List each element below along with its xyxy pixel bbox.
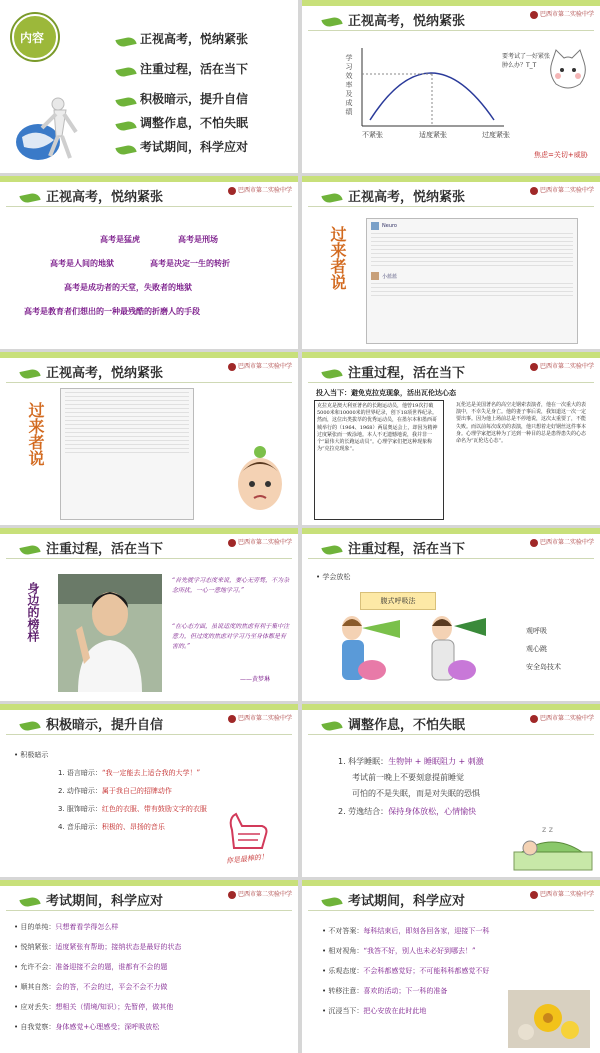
slide-title: 调整作息，不怕失眠	[348, 718, 466, 733]
forum-user: Neuro	[382, 223, 397, 229]
slide-relaxation[interactable]	[302, 528, 600, 701]
title-bar	[302, 704, 600, 710]
school-name: 巴西市第二实验中学	[540, 187, 595, 194]
slide-exam-coping-1[interactable]	[0, 880, 298, 1053]
slide-title: 注重过程，活在当下	[46, 542, 164, 557]
school-logo	[530, 889, 594, 899]
slide-role-model[interactable]	[0, 528, 298, 701]
coping-2: • 相对视角：“我答不好，别人也未必好到哪去！”	[322, 947, 476, 955]
slide-title: 考试期间，科学应对	[348, 894, 466, 909]
school-logo	[228, 185, 292, 195]
school-name: 巴西市第二实验中学	[238, 715, 293, 722]
x-label-low: 不紧张	[362, 131, 383, 139]
school-seal-icon	[228, 187, 236, 195]
coping-value: 每科结束后，即刻各回各家，迎接下一科	[363, 927, 490, 935]
divider	[308, 206, 594, 207]
contents-badge-label: 内容	[20, 31, 45, 45]
technique-2: 观心跳	[526, 645, 547, 653]
coping-6: • 自我觉察：身体感觉+心理感受；深呼吸放松	[14, 1023, 160, 1031]
suggestion-key: 1. 语言暗示：	[58, 769, 102, 777]
side-caption: 过来者说	[328, 226, 347, 290]
divider	[308, 910, 594, 911]
sleep-value: 生物钟 + 睡眠阻力 + 刺激	[388, 757, 484, 766]
leaf-icon	[19, 720, 40, 732]
divider	[6, 910, 292, 911]
technique-3: 安全岛技术	[526, 663, 561, 671]
school-logo	[228, 713, 292, 723]
school-name: 巴西市第二实验中学	[238, 539, 293, 546]
x-label-mid: 适度紧张	[419, 131, 447, 139]
y-axis-label: 学习效率及成绩	[345, 54, 353, 117]
school-seal-icon	[530, 363, 538, 371]
school-logo	[530, 9, 594, 19]
clark-story: 克拉克是澳大利亚著名的长跑运动员，他曾19次打破5000米和10000米的世界纪录，创下18项世界纪录。然而，这位出类拔萃的优秀运动员，在墨尔本和墨西哥城举行的（1964、1968）两届奥运会上，却因为精神过度紧张而一败涂地。本人不无遗憾地说，我并非一个“最伟大的长跑运动员”。心理学家们把这种现象称为“克拉克现象”。	[314, 400, 444, 520]
coping-key: 沉浸当下：	[328, 1007, 364, 1015]
slide-title: 积极暗示，提升自信	[46, 718, 164, 733]
metaphor-1: 高考是猛虎	[100, 234, 140, 244]
sleep-key: 1. 科学睡眠：	[338, 757, 389, 766]
method-banner: 腹式呼吸法	[360, 592, 436, 610]
coping-key: 不对答案：	[328, 927, 364, 935]
coping-value: 身体感觉+心理感受；深呼吸放松	[55, 1023, 160, 1031]
quote-anxiety: “在心态方面，虽说适度的焦虑有利于集中注意力，但过度的焦虑对学习乃至身体都是有害的。”	[172, 623, 290, 650]
slide-gaokao-metaphors[interactable]	[0, 176, 298, 349]
sleep-line-4	[338, 806, 476, 817]
sleep-line-3: 可怕的不是失眠，而是对失眠的恐惧	[352, 789, 480, 798]
sleeping-person-icon	[512, 822, 594, 874]
title-bar	[302, 880, 600, 886]
divider	[6, 206, 292, 207]
divider	[6, 382, 292, 383]
suggestion-key: 2. 动作暗示：	[58, 787, 102, 795]
sleep-key: 2. 劳逸结合：	[338, 807, 389, 816]
coping-value: 想相关（情境/知识）；先暂停，做其他	[55, 1003, 174, 1011]
student-photo	[58, 574, 162, 692]
coping-key: 应对丢失：	[20, 1003, 56, 1011]
leaf-icon	[321, 720, 342, 732]
suggestion-2	[58, 786, 172, 796]
school-logo	[530, 361, 594, 371]
sub-heading: • 学会放松	[316, 573, 351, 581]
slide-clark-wallenda[interactable]	[302, 352, 600, 525]
leaf-icon	[115, 120, 136, 132]
school-name: 巴西市第二实验中学	[238, 187, 293, 194]
speech-bubble: 要考试了一好紧张肿么办？T_T	[502, 53, 551, 69]
school-logo	[228, 537, 292, 547]
forum-user: 小蓝蓝	[382, 273, 398, 280]
anxiety-formula: 焦虑=关切+威胁	[534, 151, 588, 159]
coping-5: • 沉浸当下：把心安放在此时此地	[322, 1007, 427, 1015]
school-seal-icon	[530, 11, 538, 19]
wallenda-story: 瓦伦达是美国著名的高空走钢索表演者，他在一次重大的表演中，不幸失足身亡。他的妻子事后说，我知道这一次一定要出事。因为他上场前总是不停地说，这次太重要了，不能失败。而以前每次成功的表演，他只想着走好钢丝这件事本身。心理学家把这种为了达到一种目的总是患得患失的心态命名为“瓦伦达心态”。	[456, 402, 587, 445]
title-bar	[0, 528, 298, 534]
svg-text:z z: z z	[542, 825, 553, 834]
title-bar	[0, 880, 298, 886]
coping-3: • 允许不会：准备迎接不会的题，谁都有不会的题	[14, 963, 168, 971]
school-seal-icon	[228, 891, 236, 899]
title-bar	[0, 176, 298, 182]
child-with-apple-icon	[232, 444, 288, 514]
suggestion-key: 4. 音乐暗示：	[58, 823, 102, 831]
coping-4: • 顺其自然：会的答，不会的过，平会不会不力做	[14, 983, 168, 991]
metaphor-5: 高考是成功者的天堂，失败者的地狱	[64, 282, 192, 292]
contents-item-5[interactable]: 考试期间，科学应对	[140, 140, 249, 154]
metaphor-3: 高考是人间的地狱	[50, 258, 114, 268]
divider	[308, 734, 594, 735]
divider	[6, 558, 292, 559]
leaf-icon	[19, 192, 40, 204]
globe-figure-icon	[8, 92, 86, 164]
title-bar	[0, 352, 298, 358]
divider	[308, 30, 594, 31]
efficiency-curve	[370, 73, 494, 120]
suggestion-value: 属于我自己的招牌动作	[101, 787, 172, 795]
school-seal-icon	[530, 891, 538, 899]
leaf-icon	[19, 896, 40, 908]
forum-screenshot	[60, 388, 194, 520]
slide-title: 考试期间，科学应对	[46, 894, 164, 909]
title-bar	[302, 528, 600, 534]
coping-key: 相对视角：	[328, 947, 364, 955]
sub-heading-text: 学会放松	[322, 573, 351, 581]
forum-screenshot	[366, 218, 578, 344]
sleep-line-1	[338, 756, 484, 767]
slide-title: 正视高考，悦纳紧张	[46, 366, 164, 381]
coping-value: 不会科都感觉好；不可能科科都感觉不好	[363, 967, 490, 975]
suggestion-value: “我一定能去上适合我的大学！”	[101, 769, 201, 777]
school-name: 巴西市第二实验中学	[540, 363, 595, 370]
slide-sleep[interactable]	[302, 704, 600, 877]
school-logo	[228, 361, 292, 371]
metaphor-2: 高考是刑场	[178, 234, 218, 244]
school-name: 巴西市第二实验中学	[238, 363, 293, 370]
slide-title: 注重过程，活在当下	[348, 366, 466, 381]
slide-positive-suggestion[interactable]	[0, 704, 298, 877]
contents-badge	[12, 14, 58, 60]
sub-heading-text: 积极暗示	[20, 751, 49, 759]
contents-item-3[interactable]: 积极暗示，提升自信	[140, 92, 249, 106]
suggestion-3	[58, 804, 207, 814]
coping-value: 把心安放在此时此地	[363, 1007, 427, 1015]
slide-title: 正视高考，悦纳紧张	[348, 14, 466, 29]
coping-value: “我答不好，别人也未必好到哪去！”	[363, 947, 476, 955]
suggestion-value: 积极的、昂扬的音乐	[101, 823, 165, 831]
slide-testimonials-1[interactable]	[302, 176, 600, 349]
leaf-icon	[321, 16, 342, 28]
slide-exam-coping-2[interactable]	[302, 880, 600, 1053]
coping-key: 转移注意：	[328, 987, 364, 995]
sleep-line-2: 考试前一晚上不要刻意提前睡觉	[352, 773, 464, 782]
coping-1: • 不对答案：每科结束后，即刻各回各家，迎接下一科	[322, 927, 490, 935]
school-name: 巴西市第二实验中学	[540, 11, 595, 18]
slide-title: 注重过程，活在当下	[348, 542, 466, 557]
coping-1: • 目的单纯：只想着看学得怎么样	[14, 923, 119, 931]
thumbs-up-icon	[222, 810, 272, 852]
slide-testimonials-2[interactable]	[0, 352, 298, 525]
slide-tension-curve[interactable]	[302, 0, 600, 173]
school-name: 巴西市第二实验中学	[540, 891, 595, 898]
school-seal-icon	[228, 363, 236, 371]
school-seal-icon	[530, 539, 538, 547]
coping-value: 喜欢的活动；下一科的准备	[363, 987, 448, 995]
coping-value: 适度紧张有帮助；接纳状态是最好的状态	[55, 943, 182, 951]
coping-value: 会的答，不会的过，平会不会不力做	[55, 983, 168, 991]
title-bar	[302, 176, 600, 182]
school-logo	[530, 537, 594, 547]
flower-photo-icon	[508, 990, 590, 1048]
coping-2: • 悦纳紧张：适度紧张有帮助；接纳状态是最好的状态	[14, 943, 182, 951]
student-portrait-icon	[58, 574, 162, 692]
leaf-icon	[321, 896, 342, 908]
x-label-high: 过度紧张	[482, 131, 510, 139]
coping-key: 允许不会：	[20, 963, 56, 971]
avatar	[371, 222, 379, 230]
school-seal-icon	[228, 715, 236, 723]
school-name: 巴西市第二实验中学	[540, 539, 595, 546]
cat-face-icon	[546, 48, 590, 92]
divider	[308, 382, 594, 383]
school-seal-icon	[530, 187, 538, 195]
coping-value: 只想着看学得怎么样	[55, 923, 119, 931]
breathing-figures-icon	[322, 608, 502, 698]
sub-heading: • 积极暗示	[14, 751, 49, 759]
quote-signature: ——黄梦琳	[240, 676, 271, 683]
side-caption: 过来者说	[26, 402, 45, 466]
leaf-icon	[115, 36, 136, 48]
leaf-icon	[19, 544, 40, 556]
coping-key: 目的单纯：	[20, 923, 56, 931]
encouragement-stamp: 你是最棒的！	[225, 852, 269, 866]
avatar	[371, 272, 379, 280]
contents-item-1[interactable]: 正视高考，悦纳紧张	[140, 32, 249, 46]
school-logo	[530, 713, 594, 723]
leaf-icon	[115, 96, 136, 108]
coping-key: 乐观态度：	[328, 967, 364, 975]
sleep-value: 保持身体放松，心情愉快	[388, 807, 477, 816]
technique-1: 观呼吸	[526, 627, 547, 635]
tension-curve-chart	[358, 46, 508, 130]
leaf-icon	[321, 544, 342, 556]
coping-key: 悦纳紧张：	[20, 943, 56, 951]
school-name: 巴西市第二实验中学	[540, 715, 595, 722]
school-logo	[228, 889, 292, 899]
divider	[6, 734, 292, 735]
title-bar	[302, 0, 600, 6]
contents-item-4[interactable]: 调整作息，不怕失眠	[140, 116, 249, 130]
leaf-icon	[19, 368, 40, 380]
suggestion-4	[58, 822, 165, 832]
coping-key: 自我觉察：	[20, 1023, 56, 1031]
contents-item-2[interactable]: 注重过程，活在当下	[140, 62, 249, 76]
school-name: 巴西市第二实验中学	[238, 891, 293, 898]
section-heading: 投入当下：避免克拉克现象，活出瓦伦达心态	[316, 389, 456, 397]
slide-contents[interactable]	[0, 0, 298, 173]
suggestion-1	[58, 768, 200, 778]
title-bar	[302, 352, 600, 358]
metaphor-6: 高考是教育者们想出的一种最残酷的折磨人的手段	[24, 306, 200, 316]
school-seal-icon	[228, 539, 236, 547]
slide-title: 正视高考，悦纳紧张	[348, 190, 466, 205]
title-bar	[0, 704, 298, 710]
leaf-icon	[115, 144, 136, 156]
side-caption: 身边的榜样	[26, 582, 40, 642]
leaf-icon	[115, 66, 136, 78]
coping-key: 顺其自然：	[20, 983, 56, 991]
leaf-icon	[321, 368, 342, 380]
school-seal-icon	[530, 715, 538, 723]
coping-4: • 转移注意：喜欢的活动；下一科的准备	[322, 987, 448, 995]
divider	[308, 558, 594, 559]
metaphor-4: 高考是决定一生的转折	[150, 258, 230, 268]
coping-value: 准备迎接不会的题，谁都有不会的题	[55, 963, 168, 971]
suggestion-value: 红色的衣服、带有鼓励文字的衣服	[101, 805, 207, 813]
leaf-icon	[321, 192, 342, 204]
suggestion-key: 3. 服饰暗示：	[58, 805, 102, 813]
slide-title: 正视高考，悦纳紧张	[46, 190, 164, 205]
coping-3: • 乐观态度：不会科都感觉好；不可能科科都感觉不好	[322, 967, 490, 975]
quote-attitude: “首先就学习态度来说，要心无旁骛，不为杂念所扰，一心一意地学习。”	[172, 577, 290, 594]
school-logo	[530, 185, 594, 195]
coping-5: • 应对丢失：想相关（情境/知识）；先暂停，做其他	[14, 1003, 174, 1011]
